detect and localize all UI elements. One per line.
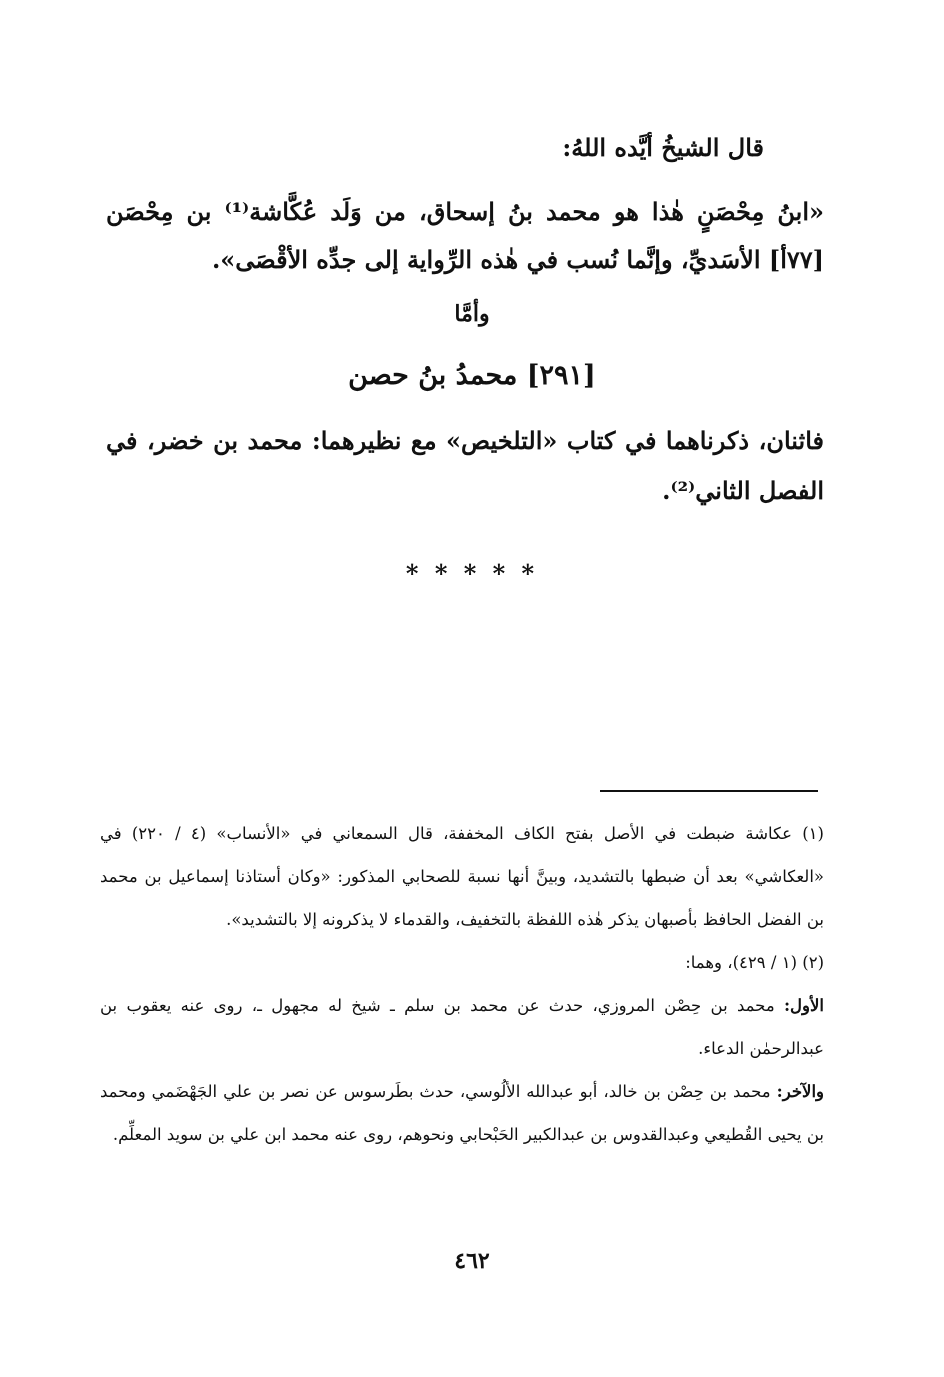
body-paragraph: فاثنان، ذكرناهما في كتاب «التلخيص» مع نظيرهما: محمد بن خضر، في الفصل الثاني⁽²⁾. xyxy=(106,426,824,505)
footnote-1: (١) عكاشة ضبطت في الأصل بفتح الكاف المخففة، قال السمعاني في «الأنساب» (٤ / ٢٢٠) في «العكاشي» بعد أن ضبطها بالتشديد، وبينَّ أنها نسبة للصحابي المذكور: «وكان أستاذنا إسماعيل بن محمد بن الفضل الحافظ بأصبهان يذكر هٰذه اللفظة بالتخفيف، والقدماء لا يذكرونه إلا بالتشديد». xyxy=(100,824,824,929)
footnote-2-first-lead: الأول: xyxy=(783,996,824,1015)
footnote-2-second-text: محمد بن حِصْن بن خالد، أبو عبدالله الألُوسي، حدث بطَرسوس عن نصر بن علي الجَهْضَمي ومحمد بن يحيى القُطيعي وعبدالقدوس بن عبدالكبير الحَبْحابي ونحوهم، روى عنه محمد ابن علي بن سويد المعلِّم. xyxy=(100,1082,824,1144)
connector-word: وأمَّا xyxy=(454,301,490,327)
footnote-2-first-text: محمد بن حِصْن المروزي، حدث عن محمد بن سلم ـ شيخ له مجهول ـ، روى عنه يعقوب بن عبدالرحمٰن الدعاء. xyxy=(100,996,824,1058)
page-number: ٤٦٢ xyxy=(454,1248,490,1274)
intro-line: قال الشيخُ أيَّده اللهُ: xyxy=(562,133,764,162)
footnote-2-second xyxy=(100,1070,824,1156)
quote-paragraph: «ابنُ مِحْصَنٍ هٰذا هو محمد بنُ إسحاق، من وَلَد عُكَّاشة⁽¹⁾ بن مِحْصَن [٧٧أ] الأسَديِّ، وإنَّما نُسب في هٰذه الرِّواية إلى جدِّه الأقْصَى». xyxy=(106,197,824,274)
footnote-rule xyxy=(600,790,818,792)
footnote-2-first xyxy=(100,984,824,1070)
footnote-2-second-lead: والآخر: xyxy=(776,1082,824,1101)
footnote-2: (٢) (١ / ٤٢٩)، وهما: xyxy=(685,953,824,972)
entry-heading: [٢٩١] محمدُ بنُ حصن xyxy=(348,360,596,391)
footnotes-block xyxy=(100,812,824,1156)
section-separator: * * * * * xyxy=(405,559,539,588)
